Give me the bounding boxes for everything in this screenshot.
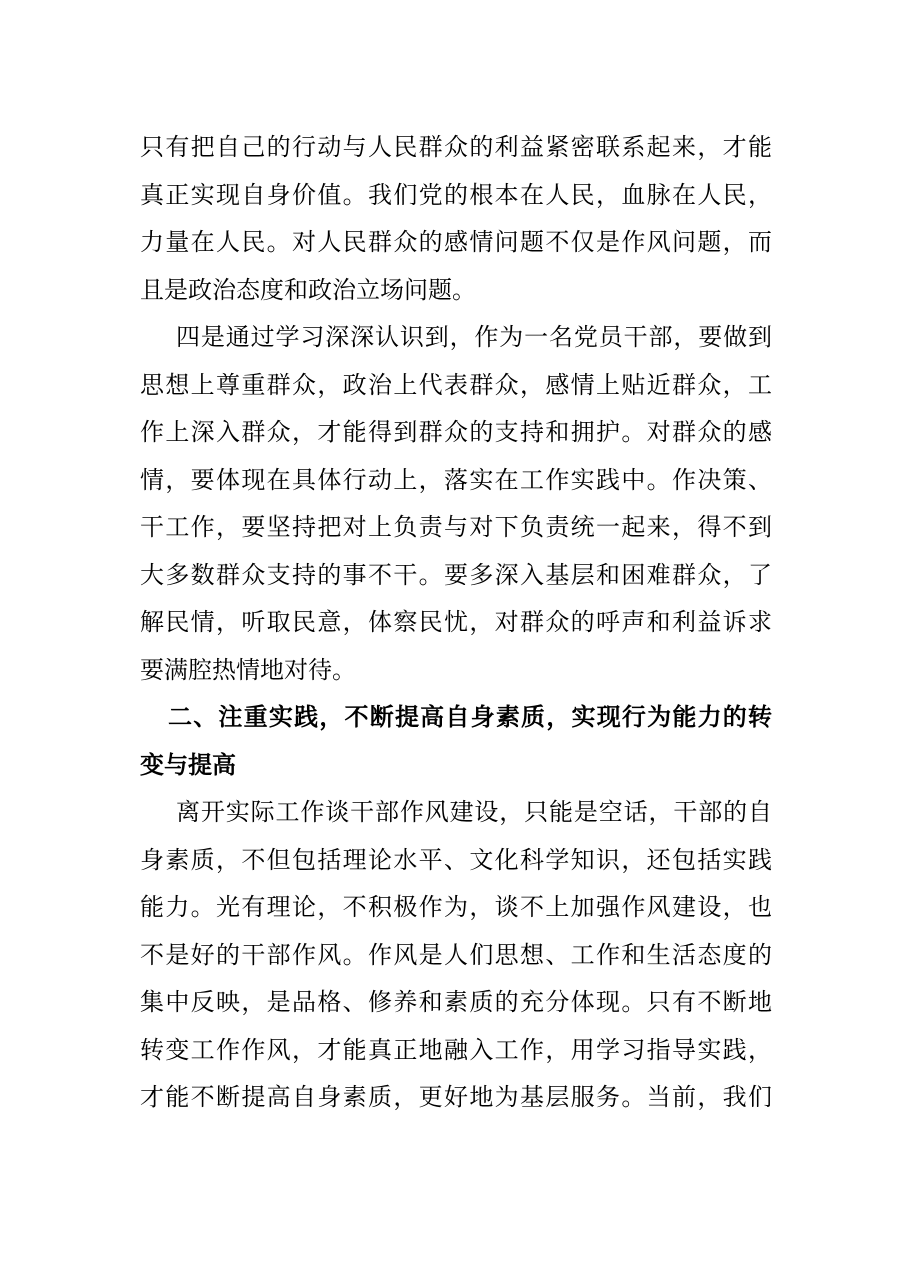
paragraph-line: 能力。光有理论，不积极作为，谈不上加强作风建设，也 — [140, 893, 772, 921]
document-body — [140, 124, 772, 1122]
paragraph-line: 才能不断提高自身素质，更好地为基层服务。当前，我们 — [140, 1083, 772, 1111]
paragraph-line: 且是政治态度和政治立场问题。 — [140, 275, 476, 304]
paragraph-line: 只有把自己的行动与人民群众的利益紧密联系起来，才能 — [140, 133, 772, 161]
section-heading: 二、注重实践，不断提高自身素质，实现行为能力的转 — [168, 703, 772, 731]
paragraph-line: 集中反映，是品格、修养和素质的充分体现。只有不断地 — [140, 988, 772, 1016]
paragraph-line: 四是通过学习深深认识到，作为一名党员干部，要做到 — [176, 323, 772, 351]
paragraph-line: 情，要体现在具体行动上，落实在工作实践中。作决策、 — [140, 465, 772, 494]
paragraph-line: 转变工作作风，才能真正地融入工作，用学习指导实践， — [140, 1035, 772, 1064]
paragraph-line: 干工作，要坚持把对上负责与对下负责统一起来，得不到 — [140, 513, 772, 541]
paragraph-line: 作上深入群众，才能得到群众的支持和拥护。对群众的感 — [140, 418, 772, 446]
paragraph-line: 不是好的干部作风。作风是人们思想、工作和生活态度的 — [140, 940, 772, 969]
paragraph-line: 力量在人民。对人民群众的感情问题不仅是作风问题，而 — [140, 228, 772, 256]
paragraph-line: 离开实际工作谈干部作风建设，只能是空话，干部的自 — [176, 798, 772, 826]
paragraph-line: 大多数群众支持的事不干。要多深入基层和困难群众，了 — [140, 560, 772, 589]
paragraph-line: 解民情，听取民意，体察民忧，对群众的呼声和利益诉求 — [140, 608, 772, 636]
paragraph-line: 身素质，不但包括理论水平、文化科学知识，还包括实践 — [140, 845, 772, 874]
paragraph-line: 真正实现自身价值。我们党的根本在人民，血脉在人民， — [140, 180, 772, 209]
section-heading: 变与提高 — [140, 750, 236, 779]
paragraph-line: 思想上尊重群众，政治上代表群众，感情上贴近群众，工 — [140, 370, 772, 399]
paragraph-line: 要满腔热情地对待。 — [140, 655, 356, 684]
